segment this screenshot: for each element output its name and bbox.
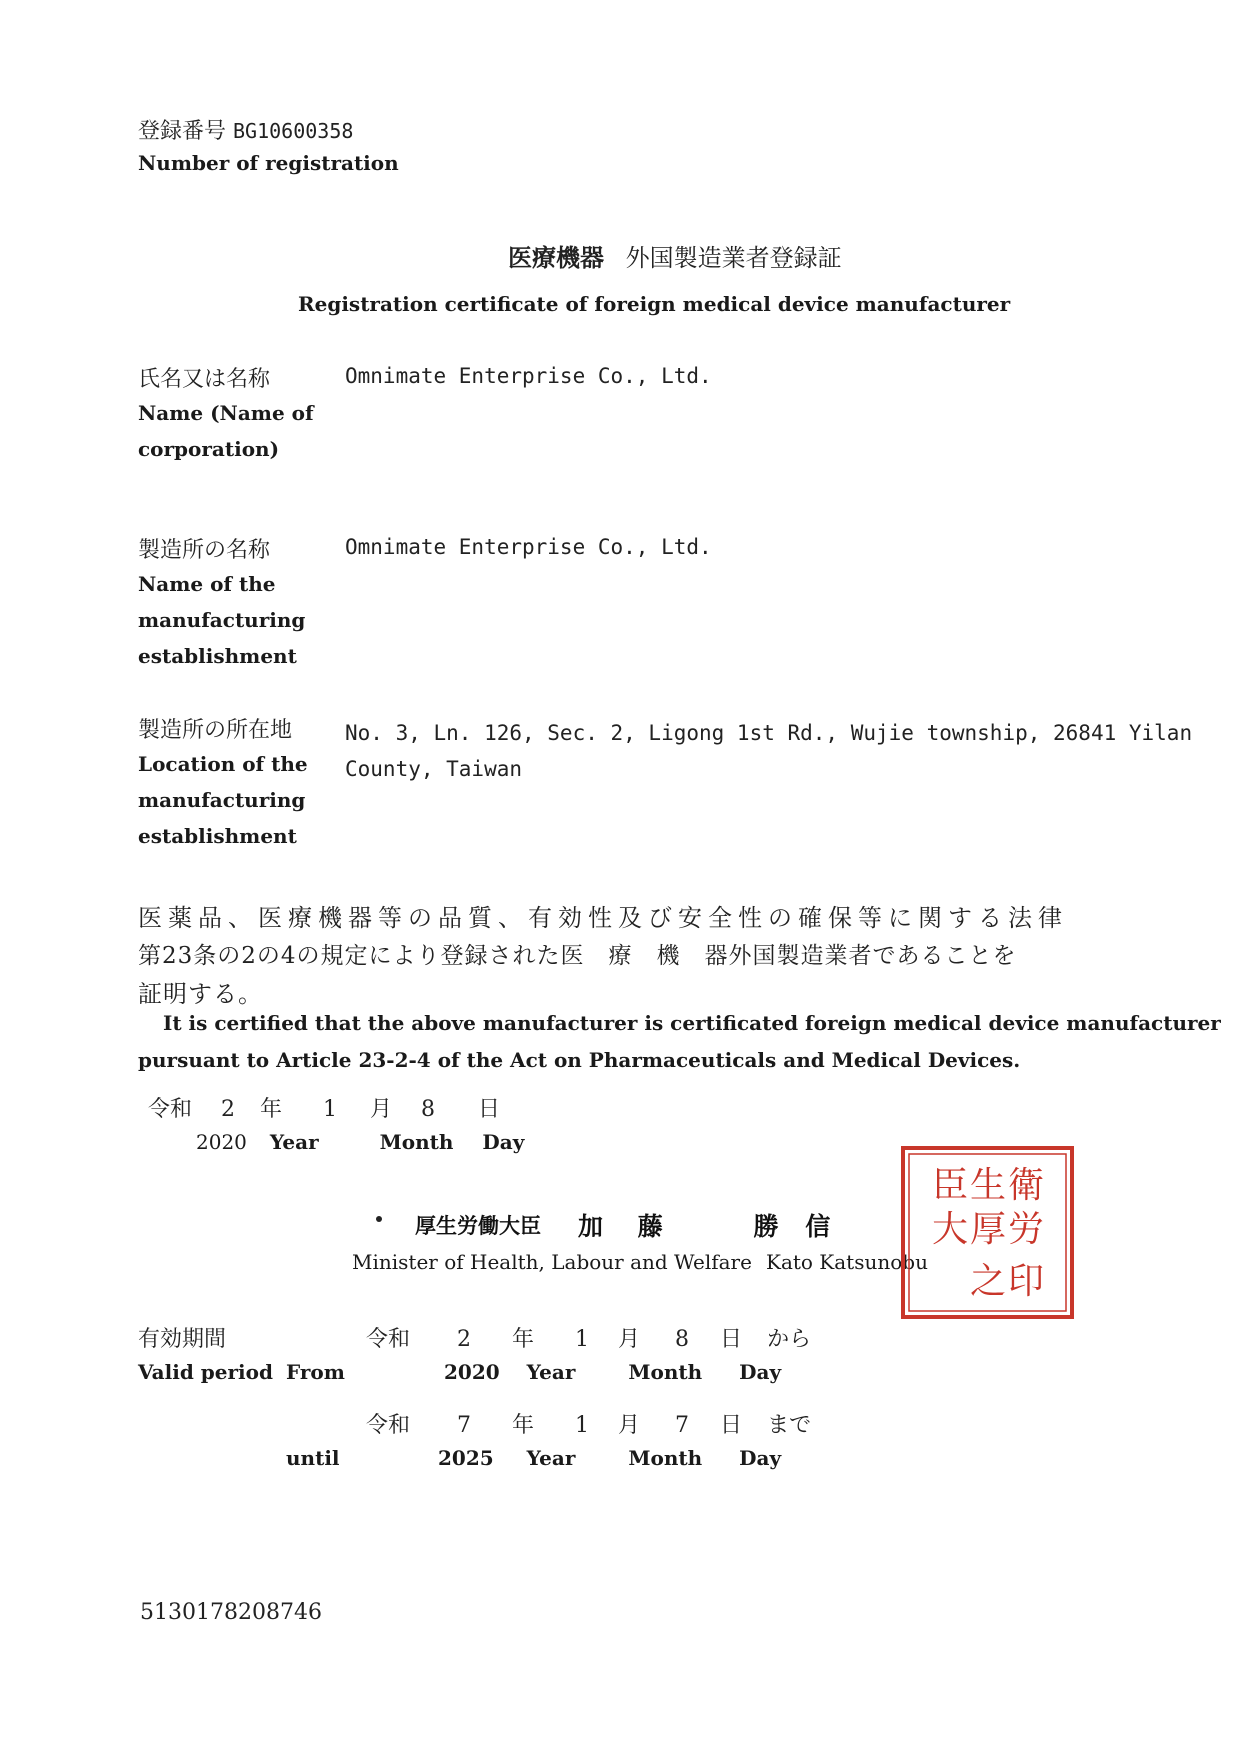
seal-char-3: 生 — [969, 1165, 1007, 1206]
valid-from-year-en: Year — [526, 1360, 576, 1384]
valid-until-year-kanji: 年 — [512, 1413, 535, 1438]
minister-name-jp-4: 信 — [805, 1212, 831, 1241]
signature-dot — [376, 1216, 382, 1222]
title-jp-medical-device: 医療機器 — [508, 243, 604, 272]
valid-until-era: 令和 — [366, 1413, 411, 1438]
location-value — [345, 715, 1192, 787]
minister-name-en: Kato Katsunobu — [766, 1250, 928, 1274]
valid-from-day-en: Day — [739, 1360, 782, 1384]
location-label-en — [138, 746, 308, 854]
establishment-name-label-jp: 製造所の名称 — [138, 538, 271, 563]
registration-number: BG10600358 — [233, 119, 354, 143]
minister-name-jp-2: 藤 — [637, 1212, 663, 1241]
issue-date-en — [196, 1130, 524, 1154]
issue-date-era: 令和 — [148, 1097, 193, 1122]
issue-date-year: 2020 — [196, 1130, 247, 1154]
valid-from-day-kanji: 日 — [720, 1327, 743, 1352]
certification-statement-en-line2: pursuant to Article 23-2-4 of the Act on Pharmaceuticals and Medical Devices. — [138, 1048, 1021, 1072]
certification-statement-en-line1: It is certified that the above manufacturer is certificated foreign medical device manufacturer — [163, 1011, 1221, 1035]
certification-jp-line2: 第23条の2の4の規定により登録された医 療 機 器外国製造業者であることを — [138, 943, 1017, 969]
valid-from-era: 令和 — [366, 1327, 411, 1352]
title-jp-registration: 外国製造業者登録証 — [625, 244, 842, 272]
issue-date-jp — [148, 1092, 500, 1123]
location-label-en-line3: establishment — [138, 824, 297, 848]
certification-jp-line3: 証明する。 — [138, 980, 263, 1008]
issue-date-day: 8 — [421, 1097, 436, 1122]
valid-until-date-jp — [366, 1408, 811, 1439]
seal-char-8: 印 — [1007, 1261, 1045, 1302]
registration-label-en: Number of registration — [138, 151, 399, 175]
name-label-en — [138, 395, 314, 467]
establishment-name-label-en-line1: Name of the — [138, 572, 276, 596]
certification-statement-jp — [138, 899, 1068, 1013]
valid-until-month: 1 — [575, 1413, 590, 1438]
minister-title-jp: 厚生労働大臣 — [415, 1213, 541, 1238]
certificate-title-en: Registration certificate of foreign medical device manufacturer — [298, 292, 1011, 316]
name-value: Omnimate Enterprise Co., Ltd. — [345, 364, 712, 388]
valid-from-era-year: 2 — [457, 1327, 472, 1352]
issue-date-month-kanji: 月 — [370, 1097, 393, 1122]
minister-name-jp-1: 加 — [578, 1212, 604, 1241]
issue-date-era-year: 2 — [221, 1097, 236, 1122]
valid-until-month-en: Month — [628, 1446, 703, 1470]
valid-period-until-label: until — [286, 1446, 340, 1470]
valid-from-year-kanji: 年 — [512, 1327, 535, 1352]
valid-until-day-kanji: 日 — [720, 1413, 743, 1438]
registration-label-jp: 登録番号 — [138, 119, 227, 144]
valid-until-day: 7 — [675, 1413, 690, 1438]
valid-from-year: 2020 — [444, 1360, 500, 1384]
official-seal-icon — [900, 1145, 1075, 1320]
certification-jp-line1: 医薬品、医療機器等の品質、有効性及び安全性の確保等に関する法律 — [138, 904, 1068, 932]
issue-date-month: 1 — [323, 1097, 338, 1122]
seal-char-1: 衛 — [1007, 1165, 1045, 1206]
establishment-name-label-en-line3: establishment — [138, 644, 297, 668]
valid-period-from-label: From — [286, 1360, 345, 1384]
valid-from-month: 1 — [575, 1327, 590, 1352]
location-value-line1: No. 3, Ln. 126, Sec. 2, Ligong 1st Rd., Wujie township, 26841 Yilan — [345, 721, 1193, 745]
seal-char-2: 労 — [1007, 1209, 1045, 1250]
footer-document-number: 5130178208746 — [140, 1600, 322, 1625]
seal-char-4: 厚 — [969, 1209, 1007, 1250]
issue-date-day-en: Day — [482, 1130, 525, 1154]
valid-period-label-jp: 有効期間 — [138, 1327, 227, 1352]
valid-from-suffix: から — [767, 1327, 812, 1352]
valid-from-day: 8 — [675, 1327, 690, 1352]
valid-period-label-en: Valid period — [138, 1360, 273, 1384]
issue-date-month-en: Month — [379, 1130, 454, 1154]
valid-until-year-en: Year — [526, 1446, 576, 1470]
seal-char-6: 大 — [931, 1209, 969, 1250]
location-label-en-line1: Location of the — [138, 752, 308, 776]
valid-until-month-kanji: 月 — [618, 1413, 641, 1438]
establishment-name-value: Omnimate Enterprise Co., Ltd. — [345, 535, 712, 559]
location-label-jp: 製造所の所在地 — [138, 718, 293, 743]
valid-until-date-en — [438, 1446, 781, 1470]
valid-until-year: 2025 — [438, 1446, 494, 1470]
valid-until-day-en: Day — [739, 1446, 782, 1470]
valid-until-era-year: 7 — [457, 1413, 472, 1438]
valid-from-date-jp — [366, 1322, 811, 1353]
establishment-name-label-en-line2: manufacturing — [138, 608, 306, 632]
minister-title-en: Minister of Health, Labour and Welfare — [352, 1250, 752, 1274]
establishment-name-label-en — [138, 566, 305, 674]
minister-name-jp — [578, 1207, 830, 1243]
certificate-title-jp — [508, 238, 842, 273]
seal-char-5: 臣 — [931, 1165, 969, 1206]
name-label-jp: 氏名又は名称 — [138, 367, 271, 392]
issue-date-year-kanji: 年 — [260, 1097, 283, 1122]
issue-date-year-en: Year — [269, 1130, 319, 1154]
valid-from-date-en — [444, 1360, 781, 1384]
registration-number-label — [138, 114, 353, 145]
minister-name-jp-3: 勝 — [753, 1212, 779, 1241]
valid-until-suffix: まで — [767, 1413, 812, 1438]
valid-from-month-en: Month — [628, 1360, 703, 1384]
name-label-en-line1: Name (Name of — [138, 401, 314, 425]
location-value-line2: County, Taiwan — [345, 757, 523, 781]
seal-char-7: 之 — [969, 1261, 1007, 1302]
valid-from-month-kanji: 月 — [618, 1327, 641, 1352]
location-label-en-line2: manufacturing — [138, 788, 306, 812]
issue-date-day-kanji: 日 — [478, 1097, 501, 1122]
name-label-en-line2: corporation) — [138, 437, 280, 461]
